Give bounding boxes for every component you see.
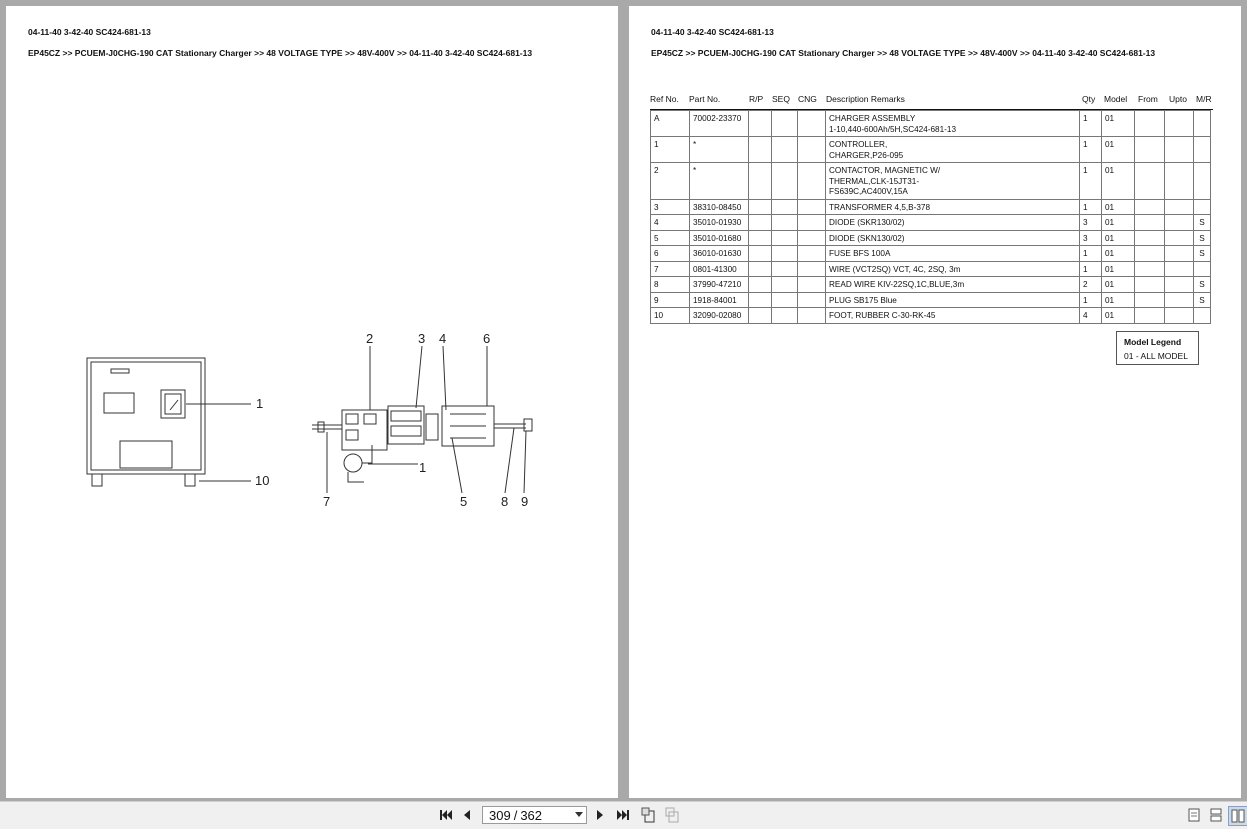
description-cell: WIRE (VCT2SQ) VCT, 4C, 2SQ, 3m (826, 261, 1080, 277)
model-cell: 01 (1102, 246, 1135, 262)
table-row (651, 163, 1211, 200)
cng-cell (798, 215, 826, 231)
continuous-view-icon[interactable] (1208, 806, 1224, 824)
upto-cell (1165, 230, 1194, 246)
table-header (650, 93, 1213, 110)
description-cell: FOOT, RUBBER C-30-RK-45 (826, 308, 1080, 324)
cng-cell (798, 261, 826, 277)
part-number-cell: 37990-47210 (690, 277, 749, 293)
mr-cell: S (1194, 277, 1211, 293)
cng-cell (798, 308, 826, 324)
model-cell: 01 (1102, 277, 1135, 293)
cng-cell (798, 246, 826, 262)
ref-cell: 7 (651, 261, 690, 277)
seq-cell (772, 246, 798, 262)
description-cell: PLUG SB175 Blue (826, 292, 1080, 308)
part-number-cell: 36010-01630 (690, 246, 749, 262)
charger-cabinet-drawing (87, 358, 251, 486)
from-cell (1135, 277, 1165, 293)
upto-cell (1165, 308, 1194, 324)
cng-cell (798, 277, 826, 293)
from-cell (1135, 215, 1165, 231)
description-cell: DIODE (SKN130/02) (826, 230, 1080, 246)
callout-label: 7 (323, 494, 331, 509)
rp-cell (749, 199, 772, 215)
callout-label: 5 (460, 494, 468, 509)
cng-cell (798, 111, 826, 137)
legend-title: Model Legend (1124, 337, 1182, 347)
qty-cell: 1 (1080, 137, 1102, 163)
col-qty-header: Qty (1082, 94, 1096, 104)
callout-label: 6 (483, 331, 491, 346)
table-row (651, 246, 1211, 262)
table-row (651, 137, 1211, 163)
from-cell (1135, 230, 1165, 246)
col-desc-header: Description Remarks (826, 94, 905, 104)
callout-label: 4 (439, 331, 447, 346)
part-number-cell: * (690, 137, 749, 163)
table-row (651, 261, 1211, 277)
qty-cell: 3 (1080, 215, 1102, 231)
seq-cell (772, 163, 798, 200)
ref-cell: A (651, 111, 690, 137)
callout-label: 3 (418, 331, 426, 346)
upto-cell (1165, 137, 1194, 163)
callout-label: 1 (419, 460, 427, 475)
part-number-cell: 35010-01680 (690, 230, 749, 246)
parts-table (650, 110, 1211, 324)
upto-cell (1165, 246, 1194, 262)
single-page-view-icon[interactable] (1186, 806, 1202, 824)
part-number-cell: 70002-23370 (690, 111, 749, 137)
upto-cell (1165, 199, 1194, 215)
seq-cell (772, 308, 798, 324)
ref-cell: 8 (651, 277, 690, 293)
rp-cell (749, 292, 772, 308)
ref-cell: 5 (651, 230, 690, 246)
rp-cell (749, 246, 772, 262)
parts-diagram (6, 6, 618, 798)
seq-cell (772, 261, 798, 277)
rp-cell (749, 261, 772, 277)
description-cell: FUSE BFS 100A (826, 246, 1080, 262)
mr-cell (1194, 261, 1211, 277)
description-cell: READ WIRE KIV-22SQ,1C,BLUE,3m (826, 277, 1080, 293)
part-number-cell: 1918-84001 (690, 292, 749, 308)
col-mr-header: M/R (1196, 94, 1212, 104)
description-cell: DIODE (SKR130/02) (826, 215, 1080, 231)
table-row (651, 277, 1211, 293)
seq-cell (772, 292, 798, 308)
col-ref-header: Ref No. (650, 94, 679, 104)
rp-cell (749, 230, 772, 246)
current-page[interactable]: 309 (489, 807, 511, 823)
col-part-header: Part No. (689, 94, 721, 104)
from-cell (1135, 137, 1165, 163)
model-cell: 01 (1102, 199, 1135, 215)
part-number-cell: 38310-08450 (690, 199, 749, 215)
model-cell: 01 (1102, 261, 1135, 277)
seq-cell (772, 277, 798, 293)
legend-value: 01 - ALL MODEL (1124, 351, 1188, 361)
rotate-icon[interactable] (639, 806, 657, 824)
mr-cell (1194, 308, 1211, 324)
from-cell (1135, 246, 1165, 262)
first-page-icon[interactable] (438, 806, 454, 824)
qty-cell: 1 (1080, 199, 1102, 215)
cng-cell (798, 230, 826, 246)
mr-cell (1194, 137, 1211, 163)
ref-cell: 2 (651, 163, 690, 200)
from-cell (1135, 199, 1165, 215)
left-page (6, 6, 618, 798)
total-pages: 362 (520, 807, 543, 823)
right-page (629, 6, 1241, 798)
fit-page-icon[interactable] (663, 806, 681, 824)
col-from-header: From (1138, 94, 1158, 104)
cng-cell (798, 199, 826, 215)
chevron-down-icon[interactable] (575, 812, 583, 818)
next-page-icon[interactable] (594, 806, 606, 824)
upto-cell (1165, 111, 1194, 137)
callout-label: 9 (521, 494, 529, 509)
ref-cell: 6 (651, 246, 690, 262)
prev-page-icon[interactable] (461, 806, 473, 824)
page-number-field[interactable] (482, 806, 587, 824)
mr-cell: S (1194, 292, 1211, 308)
description-cell: CHARGER ASSEMBLY 1-10,440-600Ah/5H,SC424-681-13 (826, 111, 1080, 137)
qty-cell: 1 (1080, 261, 1102, 277)
model-cell: 01 (1102, 111, 1135, 137)
part-number-cell: 32090-02080 (690, 308, 749, 324)
mr-cell (1194, 111, 1211, 137)
model-legend (1116, 331, 1199, 365)
seq-cell (772, 230, 798, 246)
qty-cell: 1 (1080, 246, 1102, 262)
model-cell: 01 (1102, 163, 1135, 200)
col-upto-header: Upto (1169, 94, 1187, 104)
right-header-code: 04-11-40 3-42-40 SC424-681-13 (651, 27, 774, 37)
last-page-icon[interactable] (615, 806, 631, 824)
ref-cell: 10 (651, 308, 690, 324)
mr-cell (1194, 199, 1211, 215)
table-row (651, 215, 1211, 231)
right-breadcrumb: EP45CZ >> PCUEM-J0CHG-190 CAT Stationary Charger >> 48 VOLTAGE TYPE >> 48V-400V >> 04-11-40 3-42-40 SC424-681-13 (651, 48, 1156, 58)
mr-cell: S (1194, 230, 1211, 246)
mr-cell: S (1194, 246, 1211, 262)
qty-cell: 2 (1080, 277, 1102, 293)
model-cell: 01 (1102, 292, 1135, 308)
qty-cell: 1 (1080, 111, 1102, 137)
from-cell (1135, 292, 1165, 308)
from-cell (1135, 163, 1165, 200)
left-header-code: 04-11-40 3-42-40 SC424-681-13 (28, 27, 151, 37)
seq-cell (772, 111, 798, 137)
upto-cell (1165, 261, 1194, 277)
cng-cell (798, 163, 826, 200)
part-number-cell: * (690, 163, 749, 200)
viewer-toolbar (0, 801, 1247, 829)
ref-cell: 1 (651, 137, 690, 163)
rp-cell (749, 137, 772, 163)
description-cell: CONTACTOR, MAGNETIC W/ THERMAL,CLK-15JT31- FS639C,AC400V,15A (826, 163, 1080, 200)
ref-cell: 3 (651, 199, 690, 215)
model-cell: 01 (1102, 215, 1135, 231)
part-number-cell: 35010-01930 (690, 215, 749, 231)
callout-label: 2 (366, 331, 374, 346)
col-model-header: Model (1104, 94, 1128, 104)
model-cell: 01 (1102, 308, 1135, 324)
from-cell (1135, 261, 1165, 277)
mr-cell (1194, 163, 1211, 200)
qty-cell: 4 (1080, 308, 1102, 324)
mr-cell: S (1194, 215, 1211, 231)
rp-cell (749, 111, 772, 137)
from-cell (1135, 111, 1165, 137)
col-cng-header: CNG (798, 94, 817, 104)
ref-cell: 4 (651, 215, 690, 231)
two-page-view-icon[interactable] (1228, 806, 1247, 826)
col-rp-header: R/P (749, 94, 764, 104)
cng-cell (798, 137, 826, 163)
ref-cell: 9 (651, 292, 690, 308)
table-row (651, 199, 1211, 215)
rp-cell (749, 163, 772, 200)
description-cell: CONTROLLER, CHARGER,P26-095 (826, 137, 1080, 163)
table-row (651, 111, 1211, 137)
callout-label: 8 (501, 494, 509, 509)
upto-cell (1165, 163, 1194, 200)
rp-cell (749, 308, 772, 324)
rp-cell (749, 277, 772, 293)
from-cell (1135, 308, 1165, 324)
qty-cell: 1 (1080, 292, 1102, 308)
table-row (651, 292, 1211, 308)
model-cell: 01 (1102, 137, 1135, 163)
description-cell: TRANSFORMER 4,5,B-378 (826, 199, 1080, 215)
seq-cell (772, 215, 798, 231)
part-number-cell: 0801-41300 (690, 261, 749, 277)
cng-cell (798, 292, 826, 308)
upto-cell (1165, 292, 1194, 308)
qty-cell: 3 (1080, 230, 1102, 246)
left-breadcrumb: EP45CZ >> PCUEM-J0CHG-190 CAT Stationary Charger >> 48 VOLTAGE TYPE >> 48V-400V >> 04-11-40 3-42-40 SC424-681-13 (28, 48, 533, 58)
upto-cell (1165, 277, 1194, 293)
callout-label: 10 (255, 473, 270, 488)
page-separator: / (513, 807, 518, 823)
upto-cell (1165, 215, 1194, 231)
col-seq-header: SEQ (772, 94, 790, 104)
table-row (651, 230, 1211, 246)
qty-cell: 1 (1080, 163, 1102, 200)
callout-label: 1 (256, 396, 264, 411)
rp-cell (749, 215, 772, 231)
seq-cell (772, 137, 798, 163)
seq-cell (772, 199, 798, 215)
table-row (651, 308, 1211, 324)
model-cell: 01 (1102, 230, 1135, 246)
